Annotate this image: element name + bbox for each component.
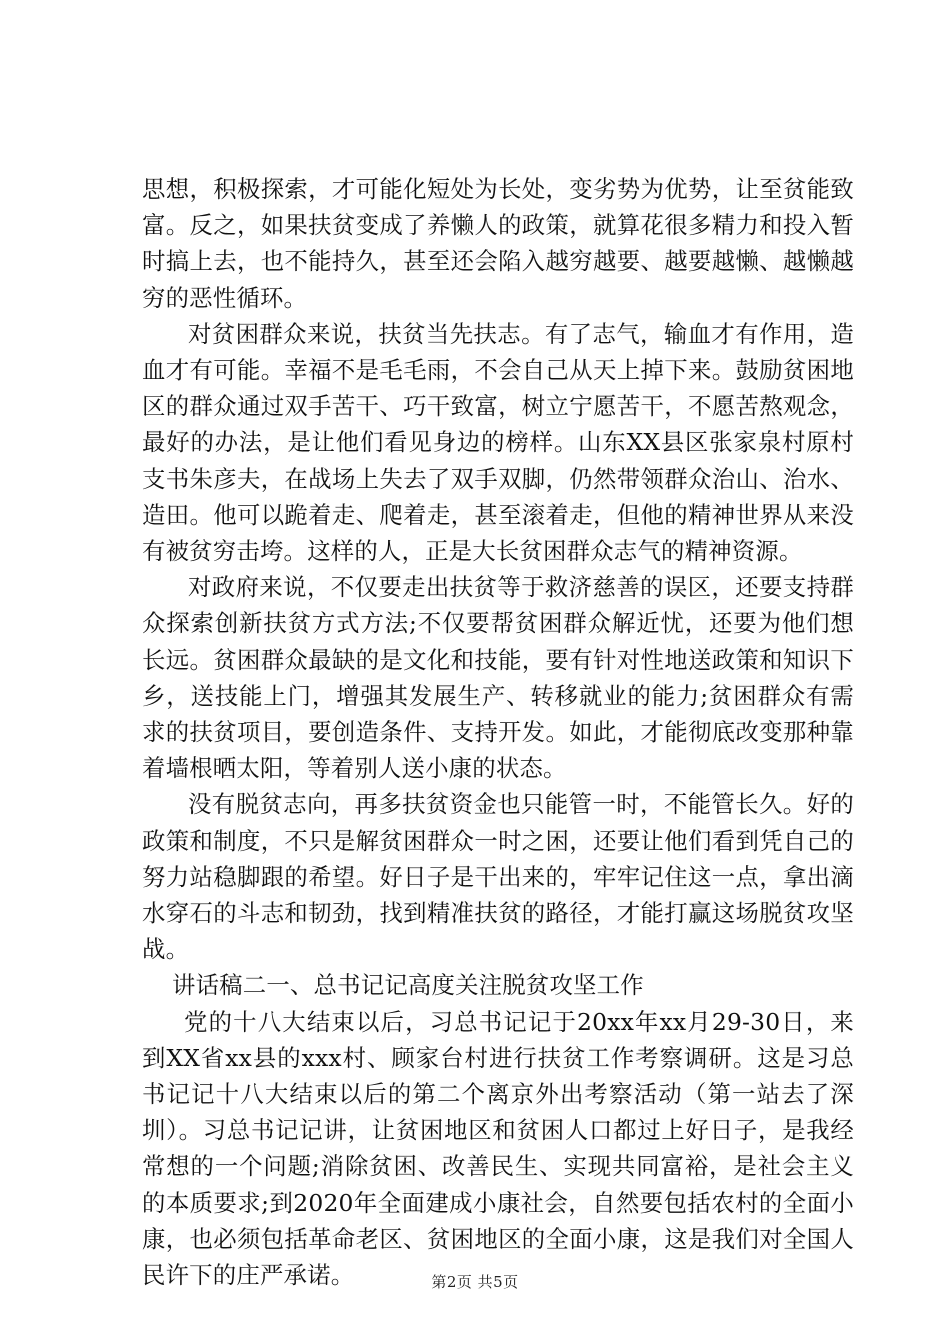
section-heading: 讲话稿二一、总书记记高度关注脱贫攻坚工作 bbox=[172, 971, 644, 1000]
page-number: 第2页 共5页 bbox=[431, 1273, 519, 1291]
document-body bbox=[142, 171, 854, 1293]
paragraph-aspiration: 对贫困群众来说，扶贫当先扶志。有了志气，输血才有作用，造血才有可能。幸福不是毛毛雨，不会自己从天上掉下来。鼓励贫困地区的群众通过双手苦干、巧干致富，树立宁愿苦干，不愿苦熬观念，最好的办法，是让他们看见身边的榜样。山东XX县区张家泉村原村支书朱彦夫，在战场上失去了双手双脚，仍然带领群众治山、治水、造田。他可以跪着走、爬着走，甚至滚着走，但他的精神世界从来没有被贫穷击垮。这样的人，正是大长贫困群众志气的精神资源。 bbox=[142, 319, 854, 566]
paragraph-government: 对政府来说，不仅要走出扶贫等于救济慈善的误区，还要支持群众探索创新扶贫方式方法;不仅要帮贫困群众解近忧，还要为他们想长远。贫困群众最缺的是文化和技能，要有针对性地送政策和知识下乡，送技能上门，增强其发展生产、转移就业的能力;贫困群众有需求的扶贫项目，要创造条件、支持开发。如此，才能彻底改变那种靠着墙根晒太阳，等着别人送小康的状态。 bbox=[142, 573, 854, 783]
paragraph-conclusion: 没有脱贫志向，再多扶贫资金也只能管一时，不能管长久。好的政策和制度，不只是解贫困群众一时之困，还要让他们看到凭自己的努力站稳脚跟的希望。好日子是干出来的，牢牢记住这一点，拿出滴水穿石的斗志和韧劲，找到精准扶贫的路径，才能打赢这场脱贫攻坚战。 bbox=[142, 790, 854, 964]
paragraph-continuation: 思想，积极探索，才可能化短处为长处，变劣势为优势，让至贫能致富。反之，如果扶贫变成了养懒人的政策，就算花很多精力和投入暂时搞上去，也不能持久，甚至还会陷入越穷越要、越要越懒、越懒越穷的恶性循环。 bbox=[142, 175, 854, 312]
paragraph-inspection: 党的十八大结束以后，习总书记记于20xx年xx月29-30日，来到XX省xx县的xxx村、顾家台村进行扶贫工作考察调研。这是习总书记记十八大结束以后的第二个离京外出考察活动（第一站去了深圳）。习总书记记讲，让贫困地区和贫困人口都过上好日子，是我经常想的一个问题;消除贫困、改善民生、实现共同富裕，是社会主义的本质要求;到2020年全面建成小康社会，自然要包括农村的全面小康，也必须包括革命老区、贫困地区的全面小康，这是我们对全国人民许下的庄严承诺。 bbox=[142, 1007, 854, 1290]
